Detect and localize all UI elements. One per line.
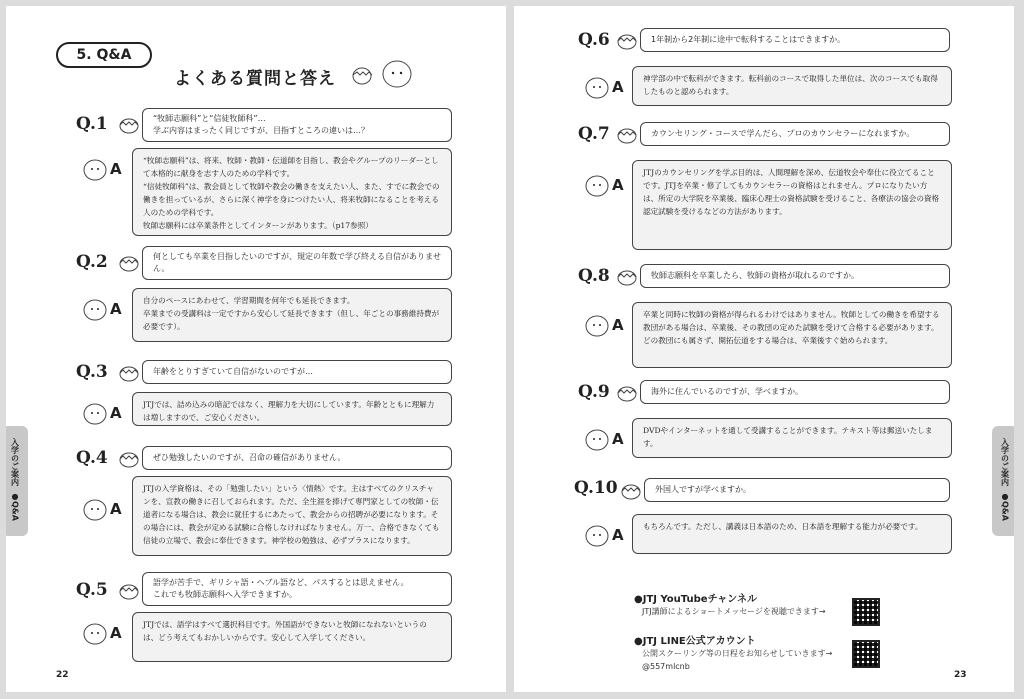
question-label: Q.10: [574, 478, 618, 498]
ghost-face-icon: [82, 620, 108, 646]
answer-text: JTJのカウンセリングを学ぶ目的は、人間理解を深め、伝道牧会や奉仕に役立てることです。JTJを卒業・修了してもカウンセラーの資格はとれません。プロになりたい方は、所定の大学院を卒業後、臨床心理士の資格試験を受けること、各療法の協会の資格認定試験を受けるなどの方法があります。: [632, 160, 952, 250]
page-title: よくある質問と答え: [174, 69, 336, 89]
egg-chick-icon: [616, 124, 638, 144]
side-tab-sub: ●Q&A: [1000, 492, 1010, 521]
ghost-face-icon: [82, 156, 108, 182]
answer-label: A: [612, 78, 624, 96]
question-label: Q.4: [76, 448, 108, 468]
egg-chick-icon: [118, 362, 140, 382]
question-text: “牧師志願科”と“信徒牧師科”… 学ぶ内容はまったく同じですが、目指すところの違いは…？: [142, 108, 452, 142]
question-label: Q.3: [76, 362, 108, 382]
page-number: 23: [954, 670, 967, 680]
answer-text: 卒業と同時に牧師の資格が得られるわけではありません。牧師としての働きを希望する教団がある場合は、卒業後、その教団の定めた試験を受けて合格する必要があります。どの教団にも属さず、開拓伝道をする場合は、卒業後すぐ始められます。: [632, 302, 952, 368]
answer-label: A: [110, 500, 122, 518]
page-left: [6, 6, 506, 692]
question-text: 語学が苦手で、ギリシャ語・ヘブル語など、パスするとは思えません。 これでも牧師志願科へ入学できますか。: [142, 572, 452, 606]
side-tab-title: 入学のご案内: [1000, 438, 1010, 486]
egg-chick-icon: [118, 114, 140, 134]
youtube-sub[interactable]: JTJ講師によるショートメッセージを視聴できます→: [642, 607, 826, 616]
side-tab-sub: ●Q&A: [10, 492, 20, 521]
qr-code-icon[interactable]: [852, 598, 880, 626]
egg-chick-icon: [118, 448, 140, 468]
answer-label: A: [612, 316, 624, 334]
question-label: Q.8: [578, 266, 610, 286]
answer-label: A: [110, 160, 122, 178]
ghost-face-icon: [584, 522, 610, 548]
youtube-title: ●JTJ YouTubeチャンネル: [634, 594, 757, 605]
page-right: [514, 6, 1014, 692]
qr-code-icon[interactable]: [852, 640, 880, 668]
answer-label: A: [110, 404, 122, 422]
question-label: Q.7: [578, 124, 610, 144]
answer-text: もちろんです。ただし、講義は日本語のため、日本語を理解する能力が必要です。: [632, 514, 952, 554]
question-text: 外国人ですが学べますか。: [644, 478, 950, 502]
question-label: Q.6: [578, 30, 610, 50]
question-text: 海外に住んでいるのですが、学べますか。: [640, 380, 950, 404]
question-text: 何としても卒業を目指したいのですが、規定の年数で学び終える自信がありません。: [142, 246, 452, 280]
ghost-face-icon: [82, 400, 108, 426]
side-tab: [992, 426, 1014, 536]
question-label: Q.2: [76, 252, 108, 272]
answer-label: A: [612, 430, 624, 448]
answer-label: A: [612, 176, 624, 194]
question-text: ぜひ勉強したいのですが、召命の確信がありません。: [142, 446, 452, 470]
egg-chick-icon: [616, 382, 638, 402]
question-label: Q.9: [578, 382, 610, 402]
question-label: Q.5: [76, 580, 108, 600]
section-badge: 5. Q&A: [56, 42, 152, 68]
answer-label: A: [110, 624, 122, 642]
question-text: 1年制から2年制に途中で転科することはできますか。: [640, 28, 950, 52]
answer-text: JTJの入学資格は、その「勉強したい」という〈情熱〉です。主はすべてのクリスチャンを、宣教の働きに召しておられます。ただ、全生涯を捧げて専門家としての牧師・伝道者になる場合は、教会に就任するにあたって、教会からの招聘が必要になります。その場合には、教会が定める試験に合格しなければなりません。万一、合格できなくても信徒の立場で、教会に奉仕できます。神学校の勉強は、必ずプラスになります。: [132, 476, 452, 556]
answer-label: A: [612, 526, 624, 544]
answer-text: 神学部の中で転科ができます。転科前のコースで取得した単位は、次のコースでも取得したものと認められます。: [632, 66, 952, 106]
ghost-face-icon: [380, 56, 414, 90]
egg-chick-icon: [616, 30, 638, 50]
answer-text: “牧師志願科”は、将来、牧師・教師・伝道師を目指し、教会やグループのリーダーとして本格的に献身を志す人のための学科です。 “信徒牧師科”は、教会員として牧師や教会の働きを支えたい人、また、すでに教会での働きを担っているが、さらに深く神学を身につけたい人、将来牧師になることを考える人のための学科です。 牧師志願科には卒業条件としてインターンがあります。（p17参照）: [132, 148, 452, 236]
answer-text: DVDやインターネットを通して受講することができます。テキスト等は郵送いたします。: [632, 418, 952, 458]
answer-text: 自分のペースにあわせて、学習期間を何年でも延長できます。 卒業までの受講料は一定ですから安心して延長できます（但し、年ごとの事務維持費が必要です）。: [132, 288, 452, 342]
ghost-face-icon: [82, 296, 108, 322]
egg-chick-icon: [616, 266, 638, 286]
line-title: ●JTJ LINE公式アカウント: [634, 636, 756, 647]
side-tab: [6, 426, 28, 536]
egg-chick-icon: [118, 580, 140, 600]
question-text: 牧師志願科を卒業したら、牧師の資格が取れるのですか。: [640, 264, 950, 288]
side-tab-title: 入学のご案内: [10, 438, 20, 486]
page-number: 22: [56, 670, 69, 680]
answer-text: JTJでは、語学はすべて選択科目です。外国語ができないと牧師になれないというのは、どう考えてもおかしいからです。安心して入学してください。: [132, 612, 452, 662]
ghost-face-icon: [82, 496, 108, 522]
egg-chick-icon: [620, 480, 642, 500]
answer-label: A: [110, 300, 122, 318]
egg-chick-icon: [118, 252, 140, 272]
ghost-face-icon: [584, 74, 610, 100]
line-sub[interactable]: 公開スクーリング等の日程をお知らせしていきます→: [642, 649, 833, 658]
question-label: Q.1: [76, 114, 108, 134]
ghost-face-icon: [584, 426, 610, 452]
answer-text: JTJでは、詰め込みの暗記ではなく、理解力を大切にしています。年齢とともに理解力は増しますので、ご安心ください。: [132, 392, 452, 426]
question-text: 年齢をとりすぎていて自信がないのですが…: [142, 360, 452, 384]
ghost-face-icon: [584, 312, 610, 338]
ghost-face-icon: [584, 172, 610, 198]
egg-chick-icon: [350, 62, 374, 86]
question-text: カウンセリング・コースで学んだら、プロのカウンセラーになれますか。: [640, 122, 950, 146]
line-id: @557mlcnb: [642, 662, 690, 671]
